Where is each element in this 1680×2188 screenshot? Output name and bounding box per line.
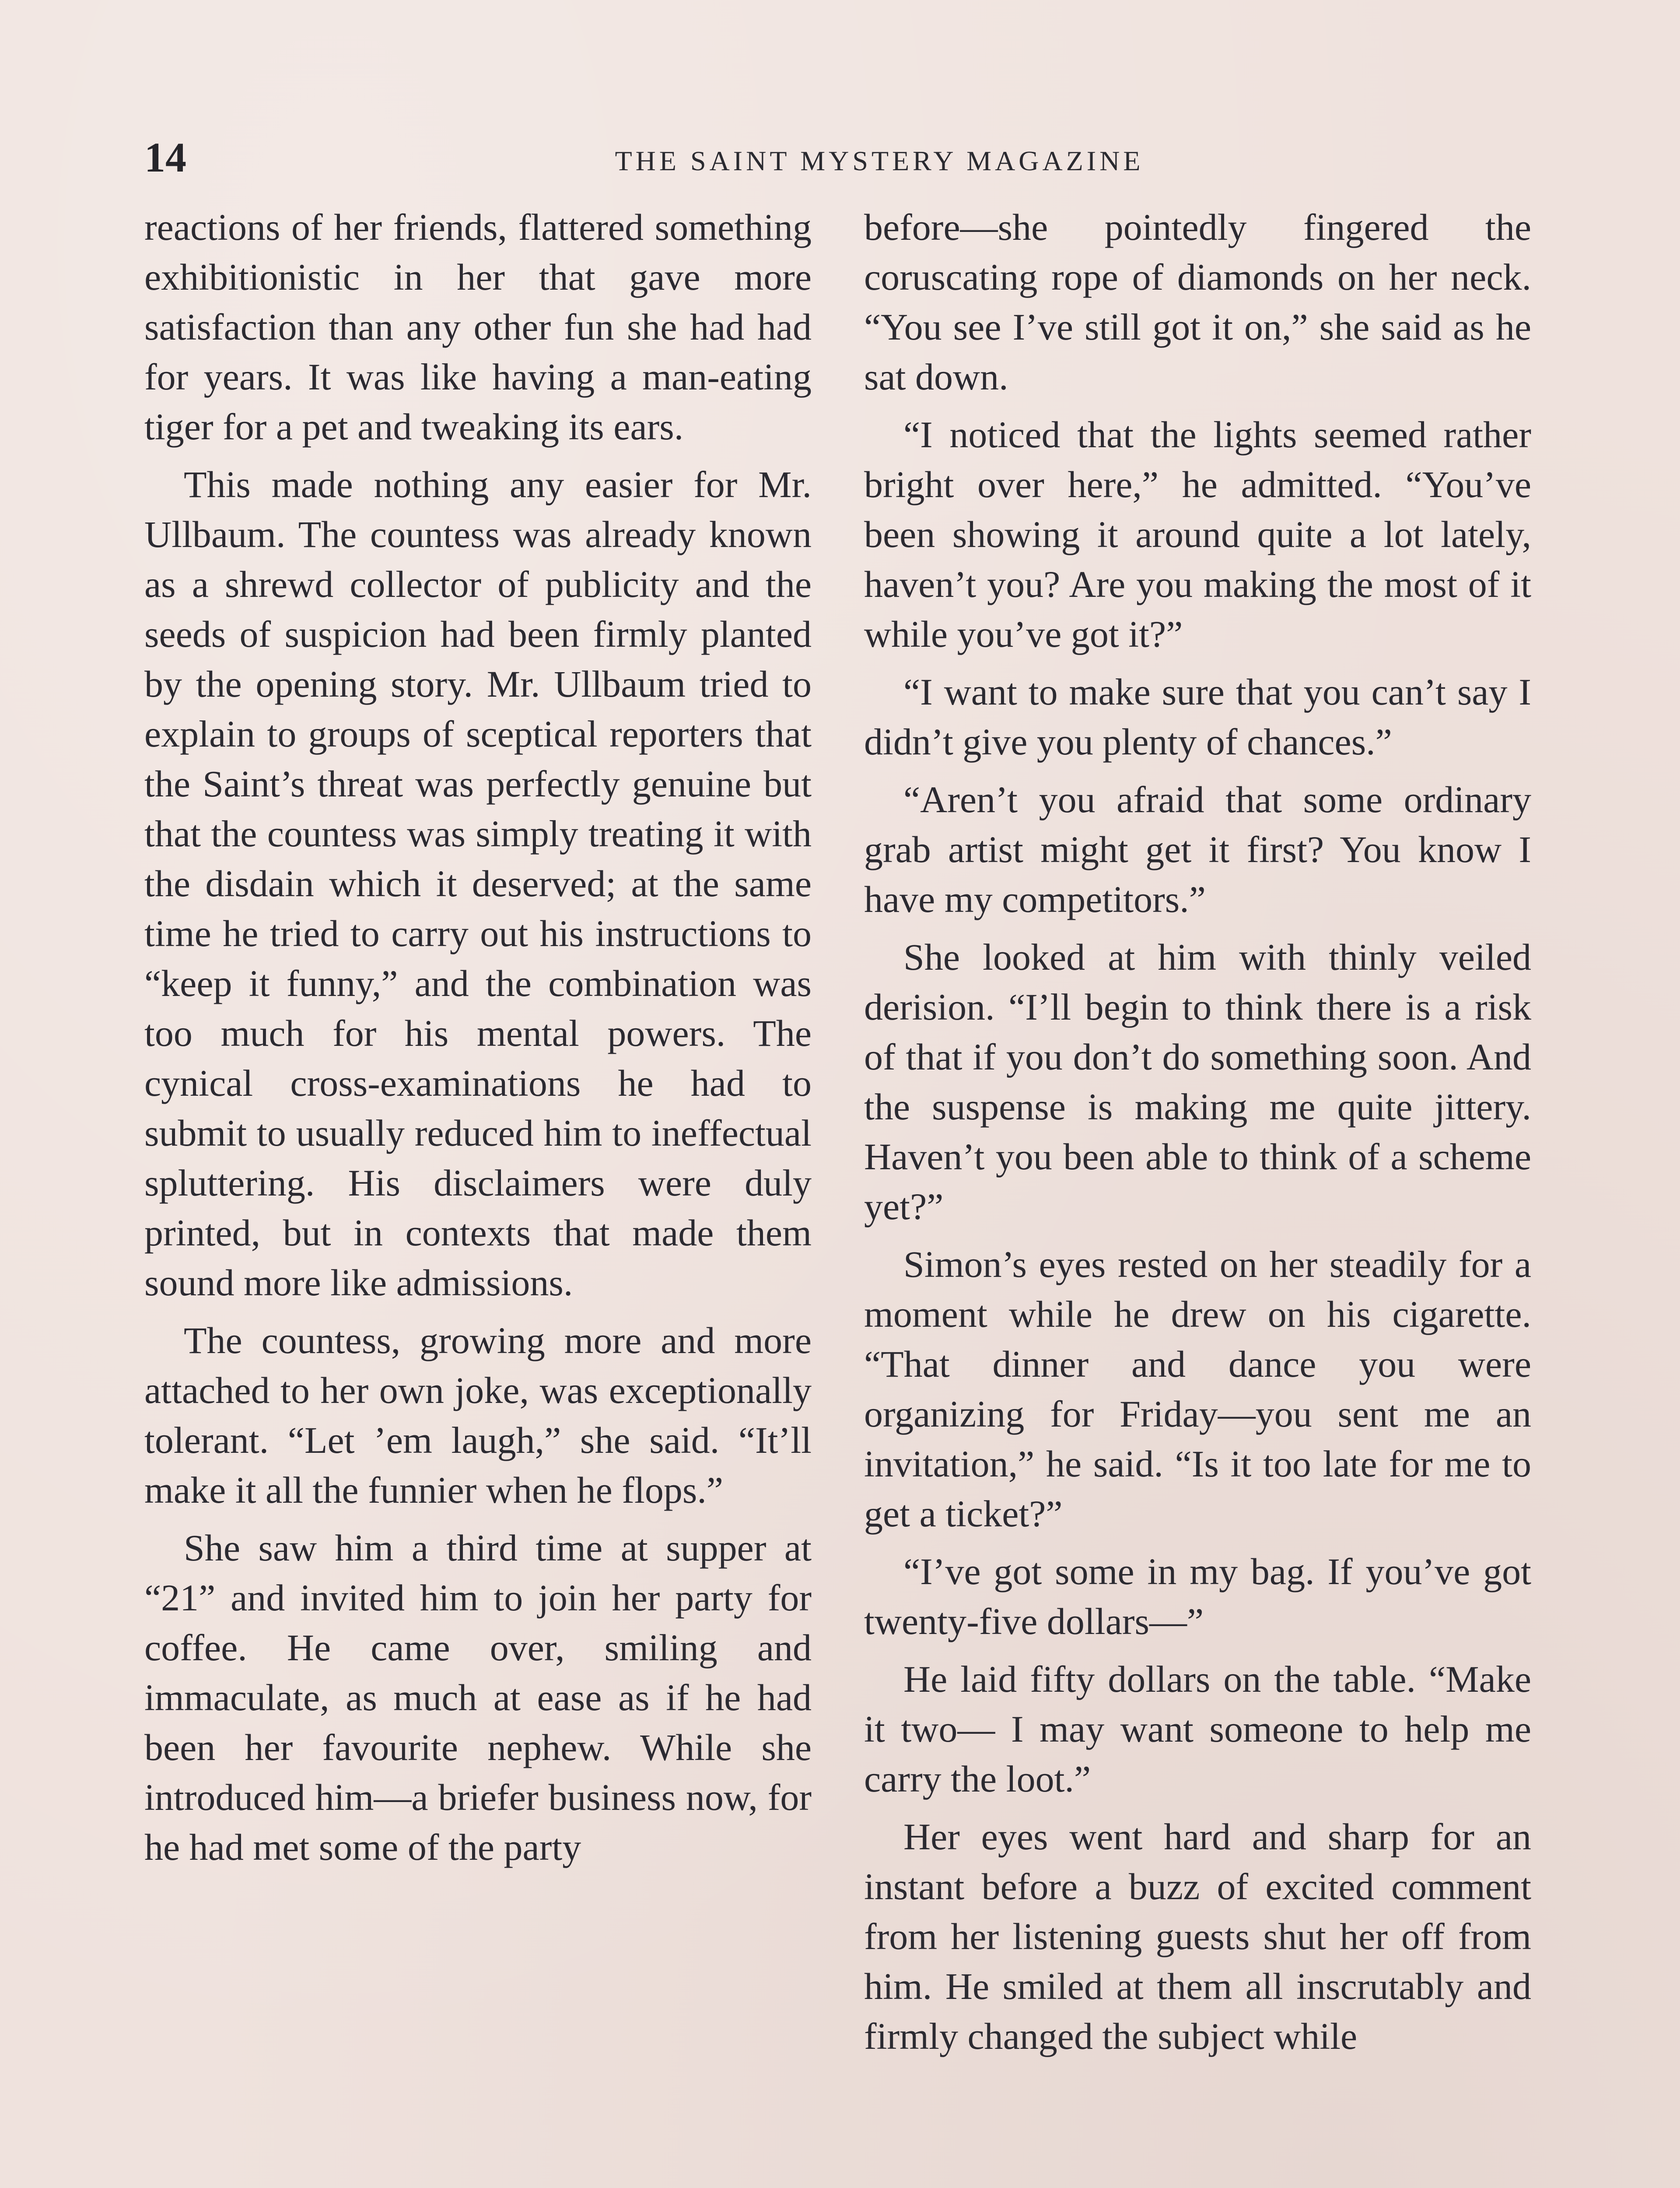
paragraph: She saw him a third time at supper at “21” and invited him to join her party for coffee. He came over, smiling and immaculate, as much at ease as if he had been her favourite nephew. While she introduced him—a briefer business now, for he had met some of the party (144, 1527, 812, 1868)
paragraph: reactions of her friends, flattered something exhibitionistic in her that gave more satisfaction than any other fun she had had for years. It was like having a man-eating tiger for a pet and tweaking its ears. (144, 206, 812, 448)
paragraph: “I noticed that the lights seemed rather bright over here,” he admitted. “You’ve been showing it around quite a lot lately, haven’t you? Are you making the most of it while you’ve got it?” (864, 414, 1531, 655)
paragraph: Simon’s eyes rested on her steadily for a moment while he drew on his cigarette. “That dinner and dance you were organizing for Friday—you sent me an invitation,” he said. “Is it too late for me to get a ticket?” (864, 1243, 1531, 1535)
running-title: THE SAINT MYSTERY MAGAZINE (615, 145, 1144, 176)
paragraph: She looked at him with thinly veiled derision. “I’ll begin to think there is a risk of that if you don’t do something soon. And the suspense is making me quite jittery. Haven’t you been able to think of a scheme yet?” (864, 936, 1531, 1227)
paragraph: He laid fifty dollars on the table. “Make it two— I may want someone to help me carry the loot.” (864, 1658, 1531, 1800)
page-number: 14 (144, 134, 186, 181)
paragraph: “I want to make sure that you can’t say I didn’t give you plenty of chances.” (864, 671, 1531, 763)
right-column (864, 202, 1531, 2069)
paragraph: “I’ve got some in my bag. If you’ve got twenty-five dollars—” (864, 1550, 1531, 1642)
paragraph: “Aren’t you afraid that some ordinary grab artist might get it first? You know I have my competitors.” (864, 778, 1531, 920)
page-header (144, 131, 1536, 184)
paragraph: Her eyes went hard and sharp for an instant before a buzz of excited comment from her listening guests shut her off from him. He smiled at them all inscrutably and firmly changed the subject while (864, 1816, 1531, 2057)
left-column (144, 202, 812, 1880)
paragraph: before—she pointedly fingered the coruscating rope of diamonds on her neck. “You see I’ve still got it on,” she said as he sat down. (864, 206, 1531, 398)
paragraph: This made nothing any easier for Mr. Ullbaum. The countess was already known as a shrewd collector of publicity and the seeds of suspicion had been firmly planted by the opening story. Mr. Ullbaum tried to explain to groups of sceptical reporters that the Saint’s threat was perfectly genuine but that the countess was simply treating it with the disdain which it deserved; at the same time he tried to carry out his instructions to “keep it funny,” and the combination was too much for his mental powers. The cynical cross-examinations he had to submit to usually reduced him to ineffectual spluttering. His disclaimers were duly printed, but in contexts that made them sound more like admissions. (144, 463, 812, 1304)
paragraph: The countess, growing more and more attached to her own joke, was exceptionally tolerant. “Let ’em laugh,” she said. “It’ll make it all the funnier when he flops.” (144, 1319, 812, 1511)
